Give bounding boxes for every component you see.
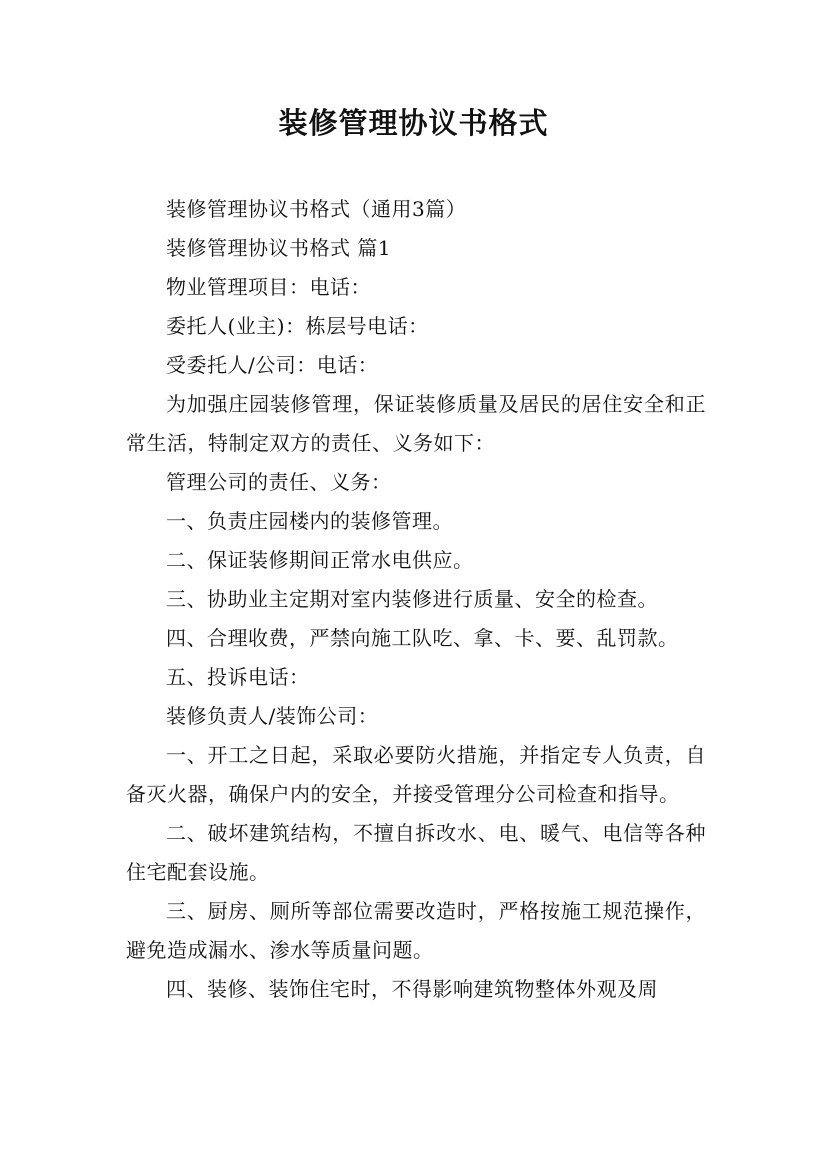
paragraph: 三、协助业主定期对室内装修进行质量、安全的检查。 — [166, 587, 658, 611]
paragraph: 三、厨房、厕所等部位需要改造时，严格按施工规范操作，避免造成漏水、渗水等质量问题。 — [126, 899, 706, 962]
paragraph: 物业管理项目：电话： — [166, 275, 371, 299]
paragraph: 二、保证装修期间正常水电供应。 — [166, 548, 474, 572]
paragraph: 管理公司的责任、义务： — [166, 470, 392, 494]
document-title: 装修管理协议书格式 — [278, 106, 549, 140]
paragraph: 五、投诉电话： — [166, 665, 310, 689]
document-body — [126, 190, 706, 1009]
paragraph: 一、开工之日起，采取必要防火措施，并指定专人负责，自备灭火器，确保户内的安全，并接受管理分公司检查和指导。 — [126, 743, 706, 806]
paragraph: 装修管理协议书格式（通用3篇） — [166, 197, 467, 221]
paragraph: 四、装修、装饰住宅时，不得影响建筑物整体外观及周 — [166, 977, 658, 1001]
paragraph: 委托人(业主)：栋层号电话： — [166, 314, 429, 338]
paragraph: 四、合理收费，严禁向施工队吃、拿、卡、要、乱罚款。 — [166, 626, 679, 650]
paragraph: 装修负责人/装饰公司： — [166, 704, 379, 728]
paragraph: 装修管理协议书格式 篇1 — [166, 236, 392, 260]
paragraph: 为加强庄园装修管理，保证装修质量及居民的居住安全和正常生活，特制定双方的责任、义务如下： — [126, 392, 706, 455]
paragraph: 二、破坏建筑结构，不擅自拆改水、电、暖气、电信等各种住宅配套设施。 — [126, 821, 706, 884]
paragraph: 一、负责庄园楼内的装修管理。 — [166, 509, 453, 533]
paragraph: 受委托人/公司：电话： — [166, 353, 379, 377]
